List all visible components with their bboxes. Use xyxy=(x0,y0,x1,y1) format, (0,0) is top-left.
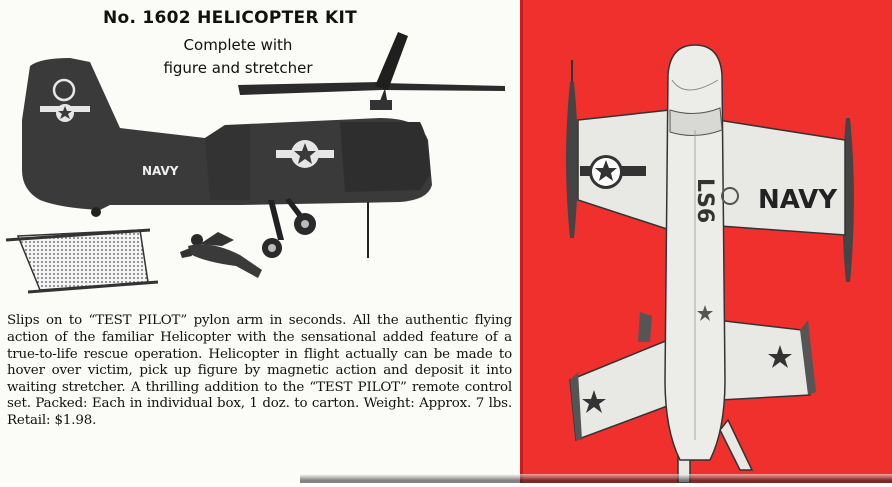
jet-panel xyxy=(520,0,892,483)
pilot-figure xyxy=(180,232,262,278)
page-edge-shadow xyxy=(300,474,892,483)
stretcher xyxy=(6,230,158,292)
kit-subtitle-line2: figure and stretcher xyxy=(163,59,313,77)
jet-illustration xyxy=(520,0,892,483)
rotor-blades xyxy=(238,32,505,110)
jet-fuselage-number: LS6 xyxy=(692,178,717,224)
kit-subtitle-line1: Complete with xyxy=(183,36,293,54)
kit-description: Slips on to “TEST PILOT” pylon arm in seconds. All the authentic flying action of the familiar Helicopter with the sensational added feature of a true-to-life rescue operation. Helicopter in flight actually can be made to hover over victim, pick up figure by magnetic action and deposit it into waiting stretcher. A thrilling addition to the “TEST PILOT” remote control set. Packed: Each in individual box, 1 doz. to carton. Weight: Approx. 7 lbs. Retail: $1.98. xyxy=(7,313,512,428)
jet-navy-marking: NAVY xyxy=(758,185,838,215)
helicopter-illustration xyxy=(0,0,520,300)
helicopter-navy-marking: NAVY xyxy=(142,164,179,178)
kit-title: No. 1602 HELICOPTER KIT xyxy=(102,8,358,28)
